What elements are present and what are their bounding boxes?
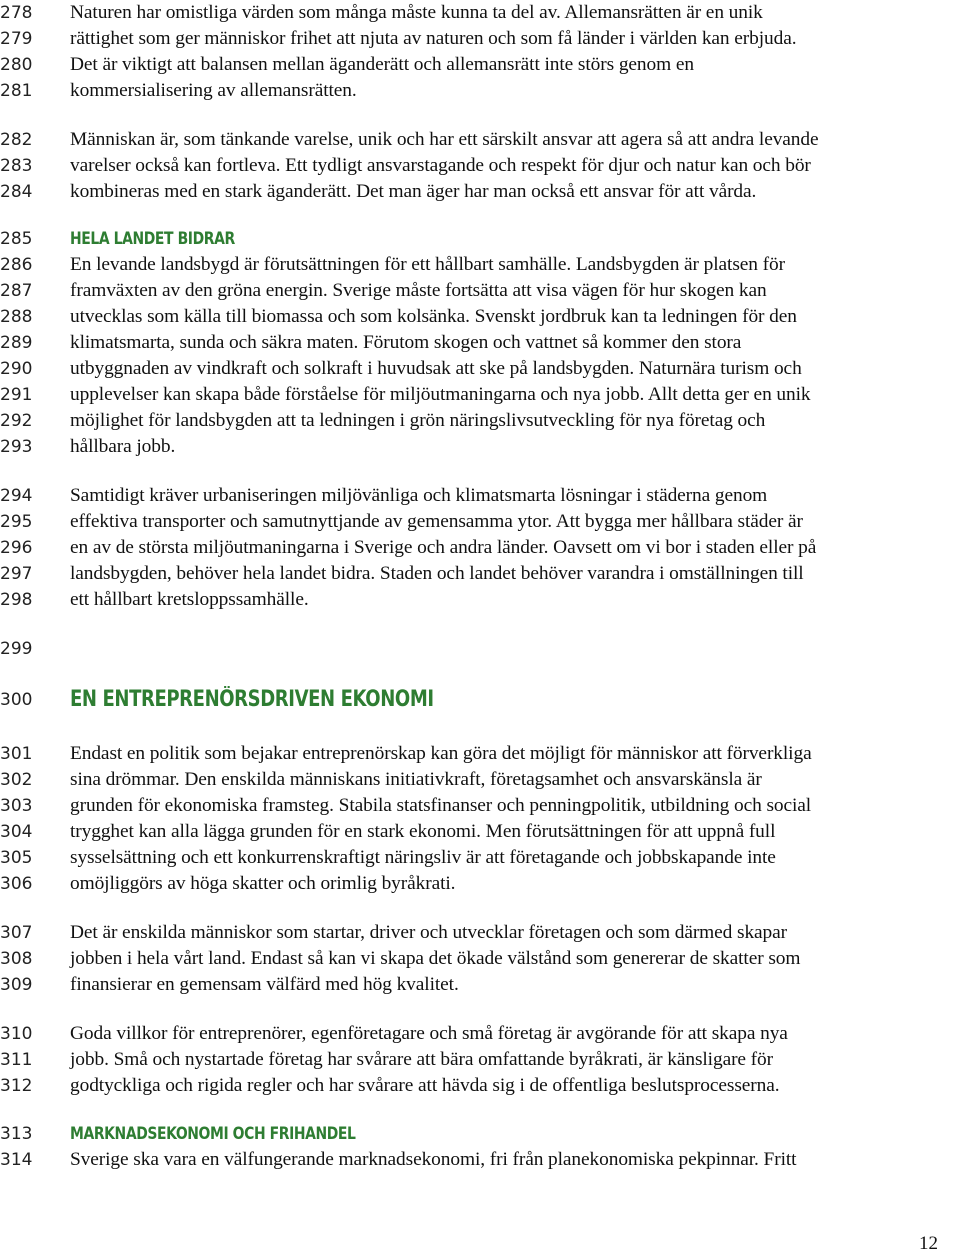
document-line <box>0 252 960 278</box>
line-text: Sverige ska vara en välfungerande marknadsekonomi, fri från planekonomiska pekpinnar. Fritt <box>70 1149 797 1170</box>
line-text: omöjliggörs av höga skatter och orimlig byråkrati. <box>70 873 456 894</box>
line-number: 298 <box>0 590 33 610</box>
line-number: 302 <box>0 770 33 790</box>
line-number: 292 <box>0 411 33 431</box>
line-text: hållbara jobb. <box>70 436 176 457</box>
line-number: 304 <box>0 822 33 842</box>
line-text: varelser också kan fortleva. Ett tydligt ansvarstagande och respekt för djur och natur kan och bör <box>70 155 811 176</box>
line-text: sina drömmar. Den enskilda människans initiativkraft, företagsamhet och ansvarskänsla är <box>70 769 762 790</box>
document-line <box>0 179 960 205</box>
document-line <box>0 845 960 871</box>
line-number: 294 <box>0 486 33 506</box>
section-heading: HELA LANDET BIDRAR <box>70 229 235 249</box>
document-line <box>0 153 960 179</box>
line-number: 278 <box>0 3 33 23</box>
line-number: 306 <box>0 874 33 894</box>
line-number: 300 <box>0 690 33 710</box>
line-number: 295 <box>0 512 33 532</box>
document-line <box>0 78 960 104</box>
line-number: 291 <box>0 385 33 405</box>
line-number: 305 <box>0 848 33 868</box>
line-number: 309 <box>0 975 33 995</box>
line-text: Goda villkor för entreprenörer, egenföretagare och små företag är avgörande för att skapa nya <box>70 1023 788 1044</box>
line-number: 312 <box>0 1076 33 1096</box>
line-number: 310 <box>0 1024 33 1044</box>
line-number: 281 <box>0 81 33 101</box>
line-text: landsbygden, behöver hela landet bidra. Staden och landet behöver varandra i omställningen till <box>70 563 804 584</box>
line-number: 279 <box>0 29 33 49</box>
line-text: godtyckliga och rigida regler och har svårare att hävda sig i de offentliga beslutsprocesserna. <box>70 1075 780 1096</box>
document-line <box>0 408 960 434</box>
line-number: 283 <box>0 156 33 176</box>
document-line <box>0 1147 960 1173</box>
line-number: 301 <box>0 744 33 764</box>
document-line <box>0 687 960 713</box>
line-text: Det är viktigt att balansen mellan äganderätt och allemansrätt inte störs genom en <box>70 54 694 75</box>
line-text: jobben i hela vårt land. Endast så kan vi skapa det ökade välstånd som genererar de skatter som <box>70 948 801 969</box>
document-line <box>0 819 960 845</box>
line-text: ett hållbart kretsloppssamhälle. <box>70 589 309 610</box>
line-number: 290 <box>0 359 33 379</box>
line-number: 282 <box>0 130 33 150</box>
document-line <box>0 587 960 613</box>
line-number: 299 <box>0 639 33 659</box>
document-line <box>0 793 960 819</box>
document-line <box>0 483 960 509</box>
line-text: Det är enskilda människor som startar, driver och utvecklar företagen och som därmed skapar <box>70 922 788 943</box>
document-line <box>0 509 960 535</box>
line-text: finansierar en gemensam välfärd med hög kvalitet. <box>70 974 459 995</box>
line-number: 307 <box>0 923 33 943</box>
line-number: 311 <box>0 1050 33 1070</box>
document-line <box>0 767 960 793</box>
line-number: 314 <box>0 1150 33 1170</box>
line-text: framväxten av den gröna energin. Sverige måste fortsätta att visa vägen för hur skogen kan <box>70 280 767 301</box>
document-line <box>0 330 960 356</box>
line-number: 288 <box>0 307 33 327</box>
document-line <box>0 1021 960 1047</box>
document-line <box>0 226 960 252</box>
line-text: kombineras med en stark äganderätt. Det man äger har man också ett ansvar för att vårda. <box>70 181 757 202</box>
document-line <box>0 304 960 330</box>
document-line <box>0 561 960 587</box>
chapter-heading: EN ENTREPRENÖRSDRIVEN EKONOMI <box>70 687 434 712</box>
document-line <box>0 0 960 26</box>
document-line <box>0 52 960 78</box>
document-line <box>0 741 960 767</box>
line-text: Människan är, som tänkande varelse, unik och har ett särskilt ansvar att agera så att andra levande <box>70 129 819 150</box>
line-number: 313 <box>0 1124 33 1144</box>
document-line <box>0 636 960 662</box>
document-line <box>0 1047 960 1073</box>
line-text: Endast en politik som bejakar entreprenörskap kan göra det möjligt för människor att förverkliga <box>70 743 812 764</box>
line-text: kommersialisering av allemansrätten. <box>70 80 357 101</box>
document-line <box>0 434 960 460</box>
document-line <box>0 535 960 561</box>
line-number: 286 <box>0 255 33 275</box>
line-text: jobb. Små och nystartade företag har svårare att bära omfattande byråkrati, är känsligare för <box>70 1049 773 1070</box>
line-text: effektiva transporter och samutnyttjande av gemensamma ytor. Att bygga mer hållbara städer är <box>70 511 803 532</box>
document-line <box>0 127 960 153</box>
line-number: 297 <box>0 564 33 584</box>
line-text: utbyggnaden av vindkraft och solkraft i huvudsak att ske på landsbygden. Naturnära turism och <box>70 358 802 379</box>
line-number: 287 <box>0 281 33 301</box>
document-line <box>0 946 960 972</box>
line-number: 285 <box>0 229 33 249</box>
document-line <box>0 972 960 998</box>
line-text: Naturen har omistliga värden som många måste kunna ta del av. Allemansrätten är en unik <box>70 2 763 23</box>
document-line <box>0 1121 960 1147</box>
line-text: sysselsättning och ett konkurrenskraftigt näringsliv är att företagande och jobbskapande inte <box>70 847 776 868</box>
line-number: 293 <box>0 437 33 457</box>
page-number: 12 <box>919 1233 938 1254</box>
line-number: 284 <box>0 182 33 202</box>
line-text: en av de största miljöutmaningarna i Sverige och andra länder. Oavsett om vi bor i staden eller på <box>70 537 817 558</box>
line-text: möjlighet för landsbygden att ta ledningen i grön näringslivsutveckling för nya företag och <box>70 410 766 431</box>
line-text: klimatsmarta, sunda och säkra maten. Förutom skogen och vattnet så kommer den stora <box>70 332 742 353</box>
section-heading: MARKNADSEKONOMI OCH FRIHANDEL <box>70 1124 356 1144</box>
document-line <box>0 920 960 946</box>
line-number: 308 <box>0 949 33 969</box>
line-text: utvecklas som källa till biomassa och som kolsänka. Svenskt jordbruk kan ta ledningen för den <box>70 306 797 327</box>
document-line <box>0 278 960 304</box>
line-number: 303 <box>0 796 33 816</box>
document-line <box>0 26 960 52</box>
line-text: rättighet som ger människor frihet att njuta av naturen och som få länder i världen kan erbjuda. <box>70 28 797 49</box>
document-line <box>0 1073 960 1099</box>
line-text: grunden för ekonomiska framsteg. Stabila statsfinanser och penningpolitik, utbildning och social <box>70 795 812 816</box>
line-text: Samtidigt kräver urbaniseringen miljövänliga och klimatsmarta lösningar i städerna genom <box>70 485 768 506</box>
document-line <box>0 356 960 382</box>
line-text: trygghet kan alla lägga grunden för en stark ekonomi. Men förutsättningen för att uppnå full <box>70 821 776 842</box>
line-number: 289 <box>0 333 33 353</box>
line-number: 280 <box>0 55 33 75</box>
document-line <box>0 871 960 897</box>
document-line <box>0 382 960 408</box>
line-text: upplevelser kan skapa både förståelse för miljöutmaningarna och nya jobb. Allt detta ger en unik <box>70 384 811 405</box>
line-text: En levande landsbygd är förutsättningen för ett hållbart samhälle. Landsbygden är platsen för <box>70 254 785 275</box>
line-number: 296 <box>0 538 33 558</box>
